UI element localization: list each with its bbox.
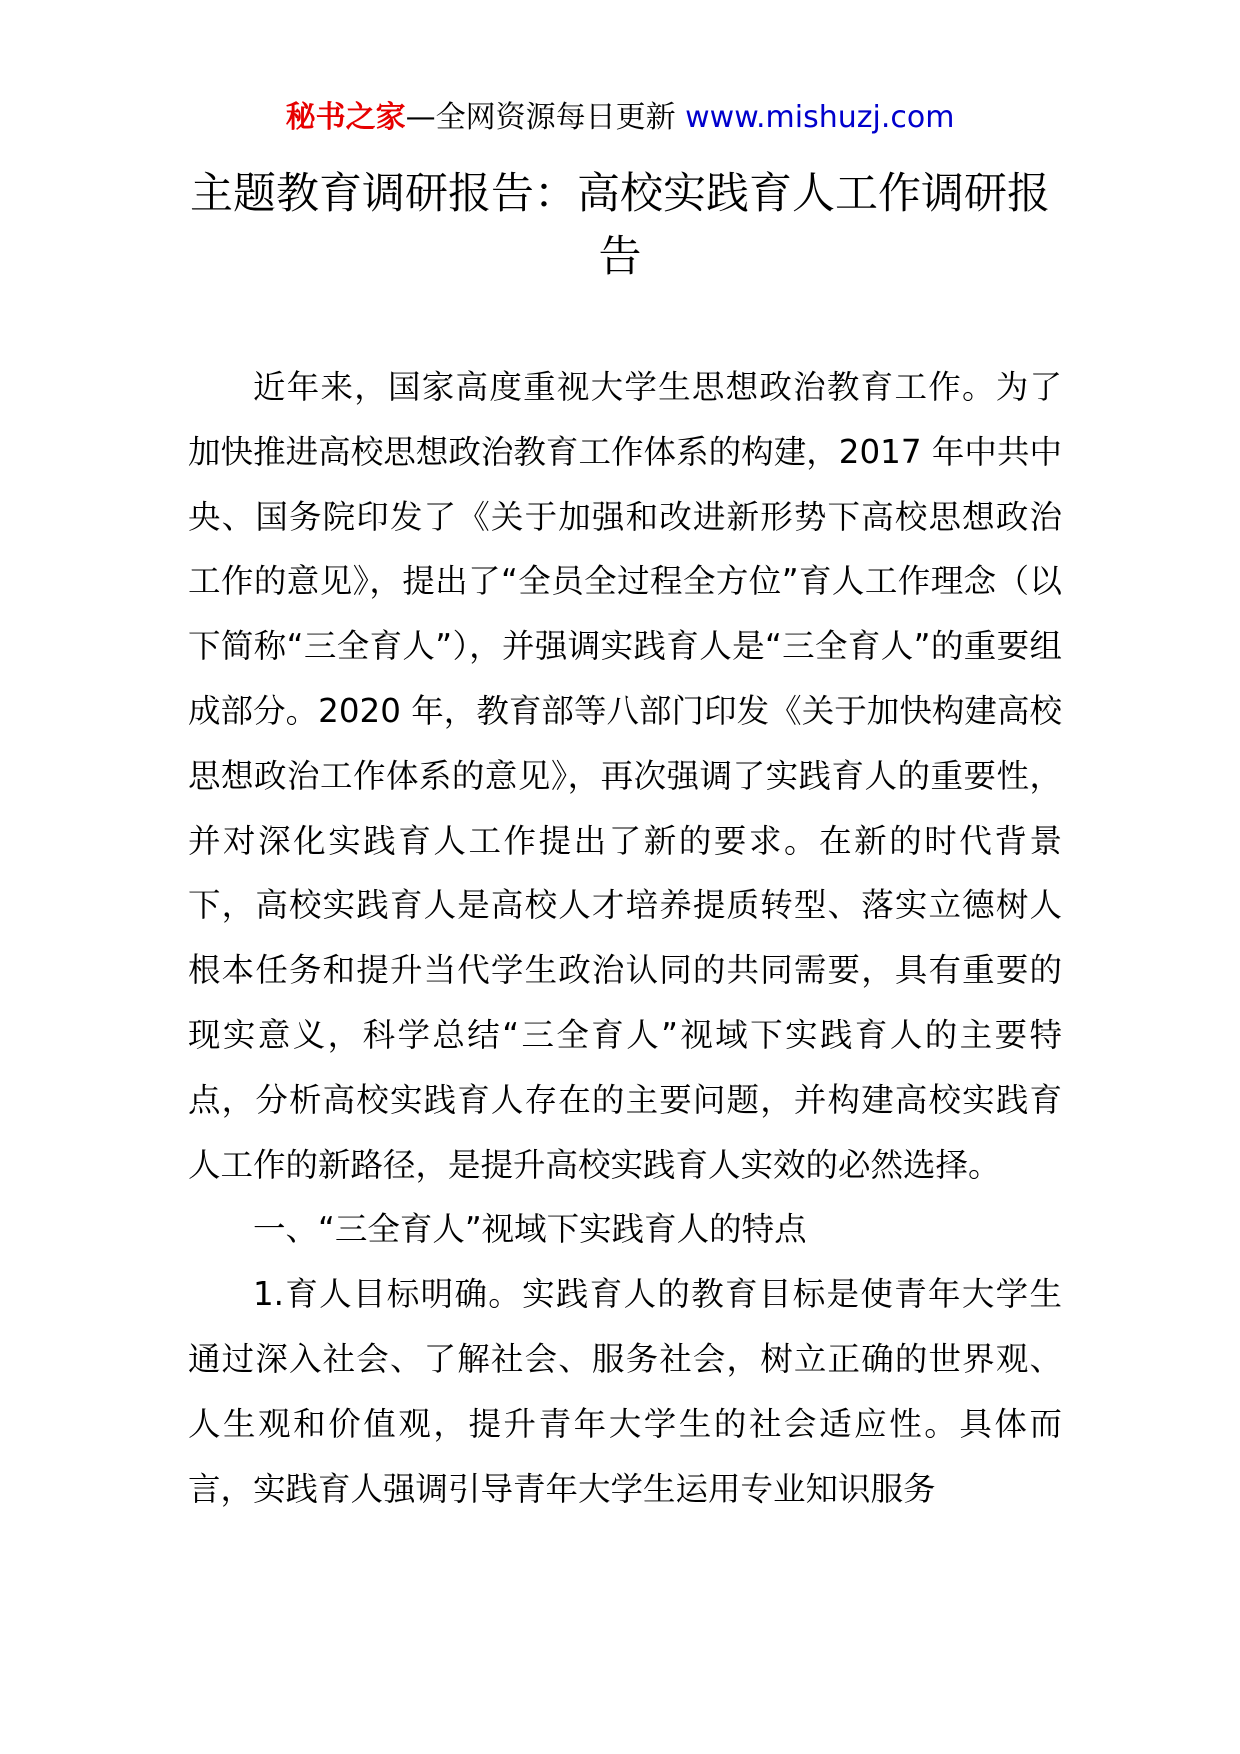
- intro-paragraph: 近年来，国家高度重视大学生思想政治教育工作。为了加快推进高校思想政治教育工作体系的构建，2017 年中共中央、国务院印发了《关于加强和改进新形势下高校思想政治工作的意见》，提出了“全员全过程全方位”育人工作理念（以下简称“三全育人”），并强调实践育人是“三全育人”的重要组成部分。2020 年，教育部等八部门印发《关于加快构建高校思想政治工作体系的意见》，再次强调了实践育人的重要性，并对深化实践育人工作提出了新的要求。在新的时代背景下，高校实践育人是高校人才培养提质转型、落实立德树人根本任务和提升当代学生政治认同的共同需要，具有重要的现实意义，科学总结“三全育人”视域下实践育人的主要特点，分析高校实践育人存在的主要问题，并构建高校实践育人工作的新路径，是提升高校实践育人实效的必然选择。: [188, 368, 1062, 1184]
- site-header: [0, 98, 1240, 138]
- section-heading: 一、“三全育人”视域下实践育人的特点: [253, 1210, 807, 1249]
- document-title: 主题教育调研报告：高校实践育人工作调研报告: [190, 169, 1050, 282]
- site-url-link[interactable]: www.mishuzj.com: [685, 100, 955, 135]
- document-body: [188, 355, 1062, 1521]
- site-tagline: —全网资源每日更新: [405, 100, 686, 135]
- body-paragraph: 1.育人目标明确。实践育人的教育目标是使青年大学生通过深入社会、了解社会、服务社会，树立正确的世界观、人生观和价值观，提升青年大学生的社会适应性。具体而言，实践育人强调引导青年大学生运用专业知识服务: [188, 1275, 1062, 1508]
- site-brand: 秘书之家: [285, 100, 406, 135]
